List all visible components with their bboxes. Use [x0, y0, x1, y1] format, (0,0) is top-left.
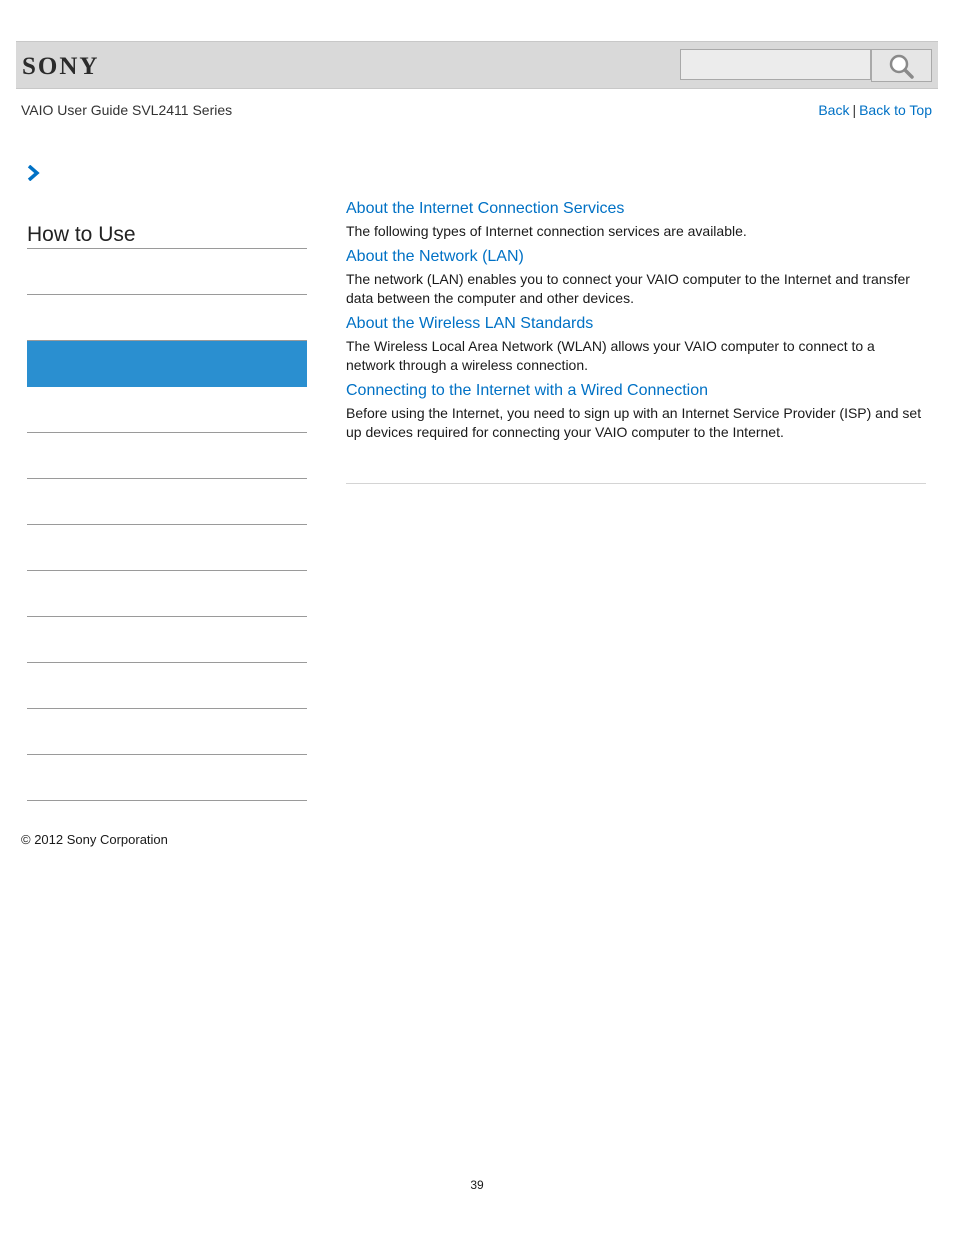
sidebar-item[interactable] [27, 617, 307, 663]
sony-logo: SONY [22, 53, 100, 80]
copyright: © 2012 Sony Corporation [21, 832, 168, 847]
topic-item [346, 199, 926, 241]
magnifier-icon [888, 53, 914, 79]
sidebar-item[interactable] [27, 571, 307, 617]
topic-link[interactable]: About the Internet Connection Services [346, 200, 625, 217]
topic-link[interactable]: Connecting to the Internet with a Wired Connection [346, 382, 708, 399]
content-divider [346, 483, 926, 484]
sidebar-item-active[interactable] [27, 341, 307, 387]
topic-link[interactable]: About the Network (LAN) [346, 248, 524, 265]
sidebar-item[interactable] [27, 663, 307, 709]
sidebar [27, 204, 307, 801]
search-input[interactable] [680, 49, 871, 80]
topic-item [346, 247, 926, 308]
sidebar-item[interactable] [27, 525, 307, 571]
topic-item [346, 381, 926, 442]
sidebar-items [27, 249, 307, 801]
guide-title: VAIO User Guide SVL2411 Series [21, 102, 233, 118]
topic-description: The following types of Internet connection services are available. [346, 223, 747, 239]
main-content [346, 199, 926, 448]
breadcrumb-chevron-right-icon[interactable] [27, 165, 41, 186]
topic-list [346, 199, 926, 442]
link-separator: | [852, 102, 857, 118]
back-link[interactable]: Back [818, 102, 850, 118]
sidebar-item[interactable] [27, 387, 307, 433]
sidebar-item[interactable] [27, 433, 307, 479]
sidebar-item[interactable] [27, 755, 307, 801]
sidebar-item[interactable] [27, 479, 307, 525]
topic-description: The network (LAN) enables you to connect your VAIO computer to the Internet and transfer data between the computer and other devices. [346, 271, 910, 306]
topic-description: Before using the Internet, you need to sign up with an Internet Service Provider (ISP) and set up devices required for connecting your VAIO computer to the Internet. [346, 405, 922, 440]
sidebar-item[interactable] [27, 249, 307, 295]
topic-description: The Wireless Local Area Network (WLAN) allows your VAIO computer to connect to a network through a wireless connection. [346, 338, 875, 373]
sidebar-item[interactable] [27, 295, 307, 341]
back-to-top-link[interactable]: Back to Top [859, 102, 932, 118]
page-number: 39 [470, 1178, 484, 1192]
header-bar [16, 41, 938, 89]
sidebar-heading: How to Use [27, 204, 307, 249]
sidebar-item[interactable] [27, 709, 307, 755]
topic-item [346, 314, 926, 375]
topic-link[interactable]: About the Wireless LAN Standards [346, 315, 594, 332]
search-button[interactable] [871, 49, 932, 82]
top-nav-links [818, 102, 932, 118]
